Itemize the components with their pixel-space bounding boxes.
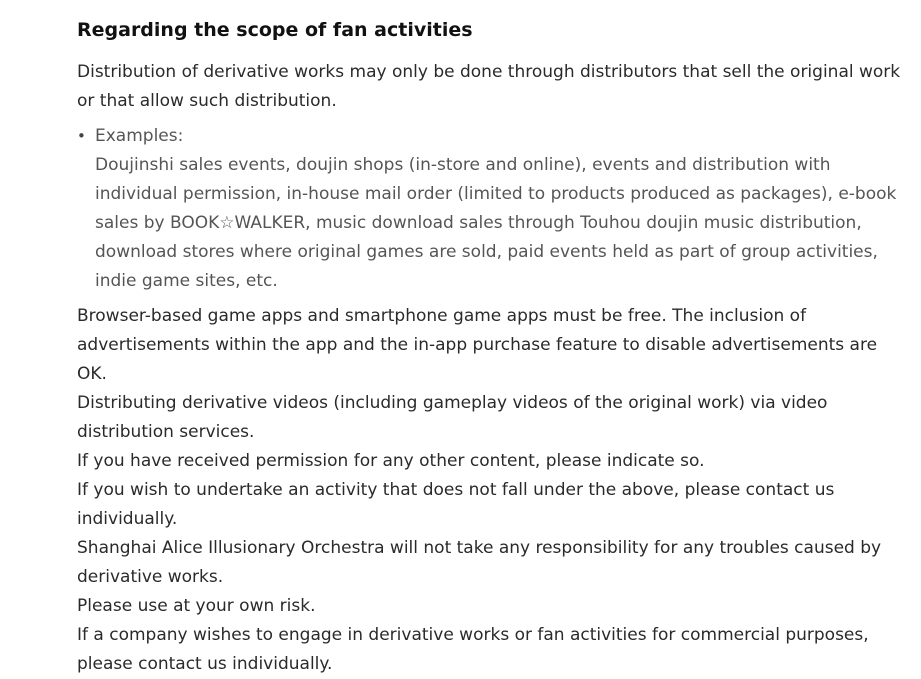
bullet-icon: • <box>77 127 86 145</box>
paragraph-commercial: If a company wishes to engage in derivative works or fan activities for commercial purposes, please contact us individually. <box>77 625 869 674</box>
examples-text: Doujinshi sales events, doujin shops (in-store and online), events and distribution with individual permission, in-house mail order (limited to products produced as packages), e-book sales by BOOK☆WALKER, music download sales through Touhou doujin music distribution, download stores where original games are sold, paid events held as part of group activities, indie game sites, etc. <box>95 155 897 291</box>
examples-list-item <box>77 122 907 296</box>
paragraph-game-apps: Browser-based game apps and smartphone game apps must be free. The inclusion of advertisements within the app and the in-app purchase feature to disable advertisements are OK. <box>77 306 878 384</box>
intro-paragraph: Distribution of derivative works may only be done through distributors that sell the original work or that allow such distribution. <box>77 62 901 111</box>
section-heading: Regarding the scope of fan activities <box>77 19 473 41</box>
paragraph-contact: If you wish to undertake an activity that does not fall under the above, please contact us individually. <box>77 480 835 529</box>
paragraph-videos: Distributing derivative videos (including gameplay videos of the original work) via video distribution services. <box>77 393 828 442</box>
paragraph-own-risk: Please use at your own risk. <box>77 596 316 616</box>
examples-list <box>77 122 907 296</box>
examples-label: Examples: <box>95 126 184 146</box>
paragraph-permission: If you have received permission for any other content, please indicate so. <box>77 451 705 471</box>
paragraph-responsibility: Shanghai Alice Illusionary Orchestra will not take any responsibility for any troubles caused by derivative works. <box>77 538 882 587</box>
conditions-block <box>77 302 907 679</box>
article-content <box>77 14 907 679</box>
